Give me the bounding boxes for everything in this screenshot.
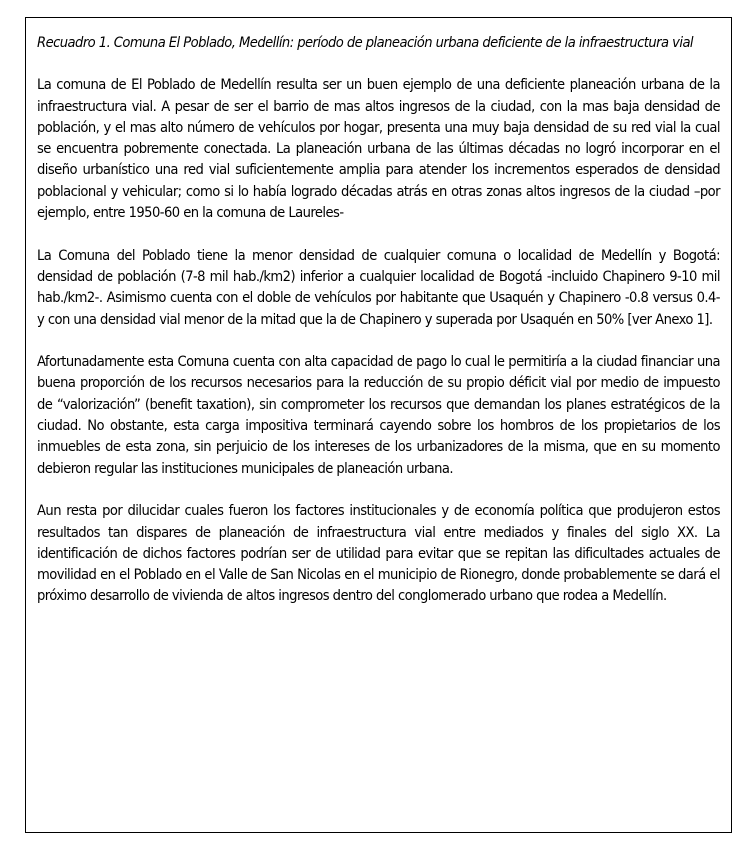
box-title: Recuadro 1. Comuna El Poblado, Medellín: período de planeación urbana deficiente de la infraestructura vial [37, 34, 694, 51]
paragraph-3: Afortunadamente esta Comuna cuenta con alta capacidad de pago lo cual le permitiría a la ciudad financiar una buena proporción de los recursos necesarios para la reducción de su propio déficit vial por medio de impuesto de “valorización” (benefit taxation), sin comprometer los recursos que demandan los planes estratégicos de la ciudad. No obstante, esta carga impositiva terminará cayendo sobre los hombros de los propietarios de los inmuebles de esta zona, sin perjuicio de los intereses de los urbanizadores de la misma, que en su momento debieron regular las instituciones municipales de planeación urbana. [37, 353, 720, 477]
paragraph-4: Aun resta por dilucidar cuales fueron los factores institucionales y de economía política que produjeron estos resultados tan dispares de planeación de infraestructura vial entre mediados y finales del siglo XX. La identificación de dichos factores podrían ser de utilidad para evitar que se repitan las dificultades actuales de movilidad en el Poblado en el Valle de San Nicolas en el municipio de Rionegro, donde probablemente se dará el próximo desarrollo de vivienda de altos ingresos dentro del conglomerado urbano que rodea a Medellín. [37, 502, 720, 605]
text-box [25, 17, 732, 833]
paragraph-1: La comuna de El Poblado de Medellín resulta ser un buen ejemplo de una deficiente planeación urbana de la infraestructura vial. A pesar de ser el barrio de mas altos ingresos de la ciudad, con la mas baja densidad de población, y el mas alto número de vehículos por hogar, presenta una muy baja densidad de su red vial la cual se encuentra pobremente conectada. La planeación urbana de las últimas décadas no logró incorporar en el diseño urbanístico una red vial suficientemente amplia para atender los incrementos esperados de densidad poblacional y vehicular; como si lo había logrado décadas atrás en otras zonas altos ingresos de la ciudad –por ejemplo, entre 1950-60 en la comuna de Laureles- [37, 76, 720, 222]
paragraph-2: La Comuna del Poblado tiene la menor densidad de cualquier comuna o localidad de Medellín y Bogotá: densidad de población (7-8 mil hab./km2) inferior a cualquier localidad de Bogotá -incluido Chapinero 9-10 mil hab./km2-. Asimismo cuenta con el doble de vehículos por habitante que Usaquén y Chapinero -0.8 versus 0.4- y con una densidad vial menor de la mitad que la de Chapinero y superada por Usaquén en 50% [ver Anexo 1]. [37, 246, 720, 328]
